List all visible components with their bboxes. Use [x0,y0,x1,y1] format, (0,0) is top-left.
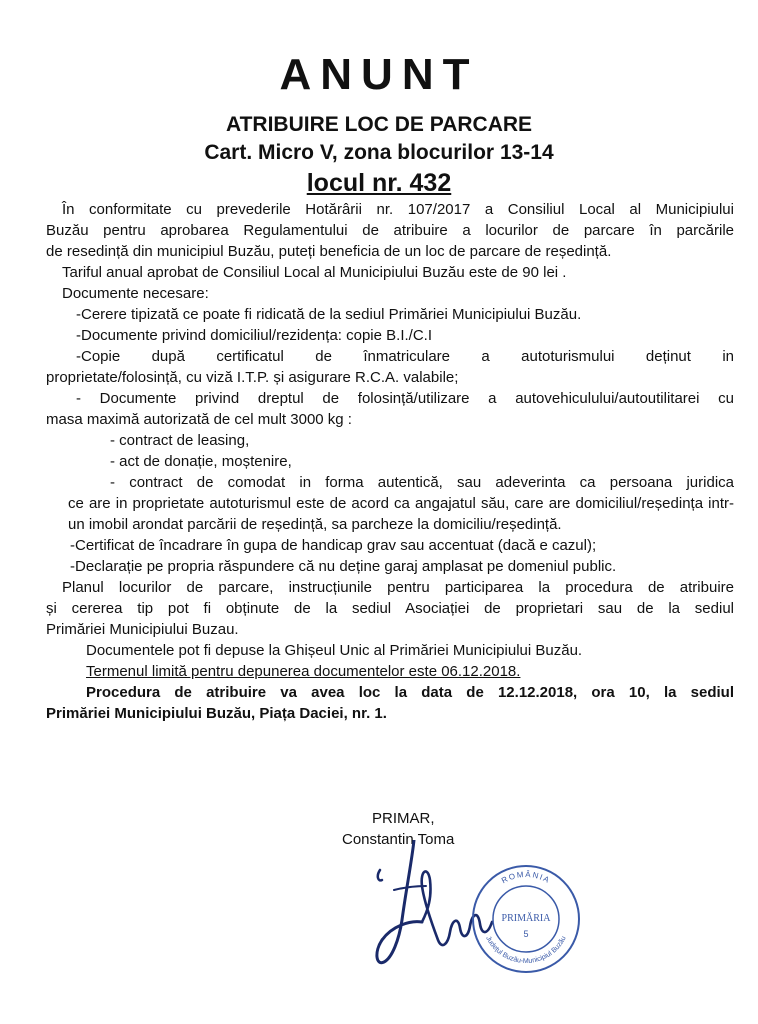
signatory-role: PRIMAR, [372,810,435,827]
documents-header: Documente necesare: [62,285,209,302]
stamp-center-text: PRIMĂRIA [501,913,551,924]
sub-document-item-continuation: ce are in proprietate autoturismul este de acord ca angajatul său, care are domiciliul/reședința intr-un imobil arondat parcării de reședință, sa parcheze la domiciliu/reședință. [68,495,734,533]
stamp-ring-text: Județul Buzău-Municipiul Buzău [484,935,568,966]
plan-paragraph-line: Planul locurilor de parcare, instrucțiunile pentru participarea la procedura de atribuire [62,579,734,596]
document-subtitle: ATRIBUIRE LOC DE PARCARE [225,113,533,136]
plan-paragraph-line: Primăriei Municipiului Buzau. [46,621,239,638]
document-item: - Documente privind dreptul de folosință/utilizare a autovehiculului/autoutilitarei cu [76,390,734,407]
sub-document-item: - act de donație, moștenire, [110,453,292,470]
submission-paragraph: Documentele pot fi depuse la Ghișeul Unic al Primăriei Municipiului Buzău. [86,642,583,659]
announcement-body [46,199,734,724]
procedure-paragraph-line: Primăriei Municipiului Buzău, Piața Daciei, nr. 1. [46,705,387,722]
intro-paragraph-line: În conformitate cu prevederile Hotărârii nr. 107/2017 a Consiliul Local al Municipiului [62,201,734,218]
signatory-name: Constantin Toma [342,831,455,848]
document-item-continuation: masa maximă autorizată de cel mult 3000 kg : [46,411,352,428]
deadline-paragraph: Termenul limită pentru depunerea documentelor este 06.12.2018. [86,663,521,680]
document-item-continuation: proprietate/folosință, cu viză I.T.P. și asigurare R.C.A. valabile; [46,369,459,386]
intro-paragraph-line: Buzău pentru aprobarea Regulamentului de atribuire a locurilor de parcare în parcările [46,222,734,239]
document-item: -Documente privind domiciliul/rezidența: copie B.I./C.I [76,327,432,344]
plan-paragraph-line: și cererea tip pot fi obținute de la sediul Asociației de proprietari sau de la sediul [46,600,734,617]
document-item: -Cerere tipizată ce poate fi ridicată de la sediul Primăriei Municipiului Buzău. [76,306,582,323]
stamp-number: 5 [523,929,529,939]
document-item: -Declarație pe propria răspundere că nu deține garaj amplasat pe domeniul public. [70,558,617,575]
tariff-paragraph: Tariful anual aprobat de Consiliul Local al Municipiului Buzău este de 90 lei . [62,264,567,281]
stamp-top-text: ROMÂNIA [500,869,553,886]
parking-spot-number: locul nr. 432 [306,169,452,197]
procedure-paragraph-line: Procedura de atribuire va avea loc la data de 12.12.2018, ora 10, la sediul [86,684,734,701]
sub-document-item: - contract de comodat in forma autentică, sau adeverinta ca persoana juridica [110,474,734,491]
parking-location: Cart. Micro V, zona blocurilor 13-14 [204,141,554,164]
document-item: -Certificat de încadrare în gupa de handicap grav sau accentuat (dacă e cazul); [70,537,597,554]
sub-document-item: - contract de leasing, [110,432,250,449]
intro-paragraph-line: de resedință din municipiul Buzău, puteți beneficia de un loc de parcare de reședință. [46,243,612,260]
document-title: ANUNT [279,50,479,99]
document-item: -Copie după certificatul de înmatriculare a autoturismului deținut in [76,348,734,365]
official-stamp [470,863,582,975]
